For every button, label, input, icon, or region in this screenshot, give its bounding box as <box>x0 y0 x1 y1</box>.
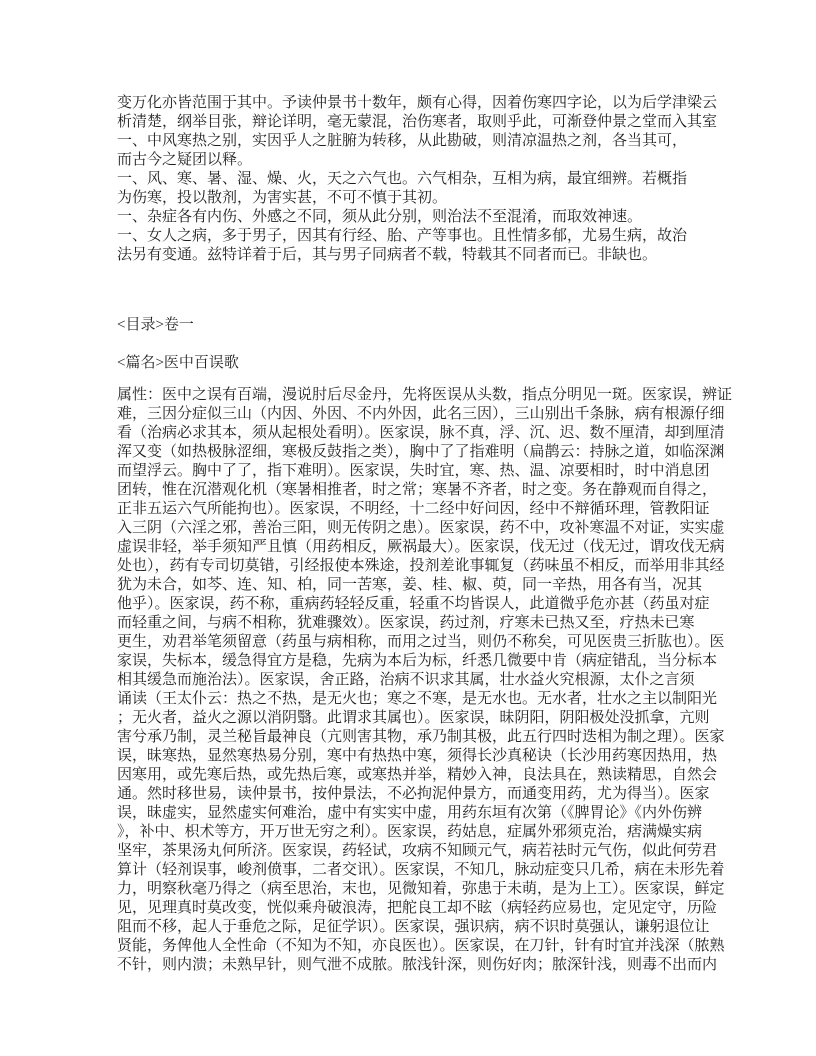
toc-heading-text: <目录>卷一 <box>117 317 194 333</box>
text-line: 算计（轻剂误事，峻剂偾事，二者交讯）。医家误，不知几，脉动症变只几希，病在未形先着 <box>117 862 725 878</box>
text-line: 而望浮云。胸中了了，指下难明）。医家误，失时宜，寒、热、温、凉要相时，时中消息团 <box>117 463 710 479</box>
text-line: 处也），药有专司切莫错，引经报使本殊途，投剂差讹事辄复（药味虽不相反，而举用非其经 <box>117 558 725 574</box>
text-line: 而轻重之间，与病不相称，犹难骤效）。医家误，药过剂，疗寒未已热又至，疗热未已寒 <box>117 615 695 631</box>
text-line: 害兮承乃制，灵兰秘旨最神良（亢则害其物，承乃制其极，此五行四时迭相为制之理）。医家 <box>117 729 725 745</box>
text-line: 属性：医中之误有百端，漫说肘后尽金丹，先将医误从头数，指点分明见一斑。医家误，辨证 <box>117 387 733 403</box>
text-line: 他乎）。医家误，药不称，重病药轻轻反重，轻重不均皆误人，此道微乎危亦甚（药虽对症 <box>117 596 710 612</box>
text-line: 坚牢，茶果汤丸何所济。医家误，药轻试，攻病不知顾元气，病若祛时元气伤，似此何劳君 <box>117 843 718 859</box>
text-line: 浑又变（如热极脉涩细，寒极反鼓指之类），胸中了了指难明（扁鹊云：持脉之道，如临深渊 <box>117 444 725 460</box>
text-line: 一、风、寒、暑、湿、燥、火，天之六气也。六气相杂，互相为病，最宜细辨。若概指 <box>117 171 688 187</box>
text-line: 虚误非轻，举手须知严且慎（用药相反，厥祸最大）。医家误，伐无过（伐无过，谓攻伐无病 <box>117 539 725 555</box>
text-line: ；无火者，益火之源以消阴翳。此谓求其属也）。医家误，昧阴阳，阴阳极处没抓拿，亢则 <box>117 710 710 726</box>
text-line: 误，昧寒热，显然寒热易分别，寒中有热热中寒，须得长沙真秘诀（长沙用药寒因热用，热 <box>117 748 718 764</box>
text-line: 析清楚，纲举目张，辩论详明，毫无蒙混，治伤寒者，取则乎此，可渐登仲景之堂而入其室 <box>117 114 718 130</box>
toc-heading <box>117 316 757 335</box>
text-line: 误，昧虚实，显然虚实何难治，虚中有实实中虚，用药东垣有次第（《脾胃论》《内外伤辨 <box>117 805 703 821</box>
text-line: 诵读（王太仆云：热之不热，是无火也；寒之不寒，是无水也。无水者，壮水之主以制阳光 <box>117 691 718 707</box>
text-line: 力，明察秋毫乃得之（病至思治，末也，见微知着，弥患于未萌，是为上工）。医家误，鲜定 <box>117 881 725 897</box>
text-line: 》，补中、枳术等方，开万世无穷之利）。医家误，药姑息，症属外邪须克治，痞满燥实病 <box>117 824 703 840</box>
section-heading <box>117 354 757 373</box>
text-line: 而古今之疑团以释。 <box>117 152 253 168</box>
text-line: 阻而不移，起人于垂危之际，足征学识）。医家误，强识病，病不识时莫强认，谦躬退位让 <box>117 919 710 935</box>
text-line: 见，见理真时莫改变，恍似乘舟破浪涛，把舵良工却不眩（病轻药应易也，定见定守，历险 <box>117 900 718 916</box>
section-heading-text: <篇名>医中百误歌 <box>117 355 239 371</box>
text-line: 变万化亦皆范围于其中。予读仲景书十数年，颇有心得，因着伤寒四字论，以为后学津梁云 <box>117 95 718 111</box>
text-line: 因寒用，或先寒后热，或先热后寒，或寒热并举，精妙入神，良法具在，熟读精思，自然会 <box>117 767 718 783</box>
text-line: 相其缓急而施治法）。医家误，舍正路，治病不识求其属，壮水益火究根源，太仆之言须 <box>117 672 695 688</box>
text-line: 一、杂症各有内伤、外感之不同，须从此分别，则治法不至混淆，而取效神速。 <box>117 209 643 225</box>
preface-paragraphs <box>117 94 757 265</box>
text-line: 贤能，务俾他人全性命（不知为不知，亦良医也）。医家误，在刀针，针有时宜并浅深（脓熟 <box>117 938 725 954</box>
text-line: 团转，惟在沉潜观化机（寒暑相推者，时之常；寒暑不齐者，时之变。务在静观而自得之， <box>117 482 718 498</box>
text-line: 通。然时移世易，读仲景书，按仲景法，不必拘泥仲景方，而通变用药，尤为得当）。医家 <box>117 786 710 802</box>
text-line: 看（治病必求其本，须从起根处看明）。医家误，脉不真，浮、沉、迟、数不厘清，却到厘清 <box>117 425 725 441</box>
text-line: 入三阴（六淫之邪，善治三阳，则无传阴之患）。医家误，药不中，攻补寒温不对证，实实虚 <box>117 520 725 536</box>
text-line: 家误，失标本，缓急得宜方是稳，先病为本后为标，纤悉几微要中肯（病症错乱，当分标本 <box>117 653 718 669</box>
text-line: 犹为未合，如芩、连、知、柏，同一苦寒，姜、桂、椒、萸，同一辛热，用各有当，况其 <box>117 577 703 593</box>
text-line: 不针，则内溃；未熟早针，则气泄不成脓。脓浅针深，则伤好肉；脓深针浅，则毒不出而内 <box>117 957 718 973</box>
body-text <box>117 386 757 975</box>
text-line: 更生，劝君举笔须留意（药虽与病相称，而用之过当，则仍不称矣，可见医贵三折肱也）。医 <box>117 634 725 650</box>
text-line: 一、女人之病，多于男子，因其有行经、胎、产等事也。且性情多郁，尤易生病，故治 <box>117 228 688 244</box>
text-line: 一、中风寒热之别，实因乎人之脏腑为转移，从此勘破，则清凉温热之剂，各当其可， <box>117 133 688 149</box>
text-line: 为伤寒，投以散剂，为害实甚，不可不慎于其初。 <box>117 190 448 206</box>
text-line: 难，三因分症似三山（内因、外因、不内外因，此名三因），三山别出千条脉，病有根源仔细 <box>117 406 725 422</box>
text-line: 法另有变通。兹特详着于后，其与男子同病者不载，特载其不同者而已。非缺也。 <box>117 247 658 263</box>
text-line: 正非五运六气所能拘也）。医家误，不明经，十二经中好问因，经中不辩循环理，管教阳证 <box>117 501 710 517</box>
